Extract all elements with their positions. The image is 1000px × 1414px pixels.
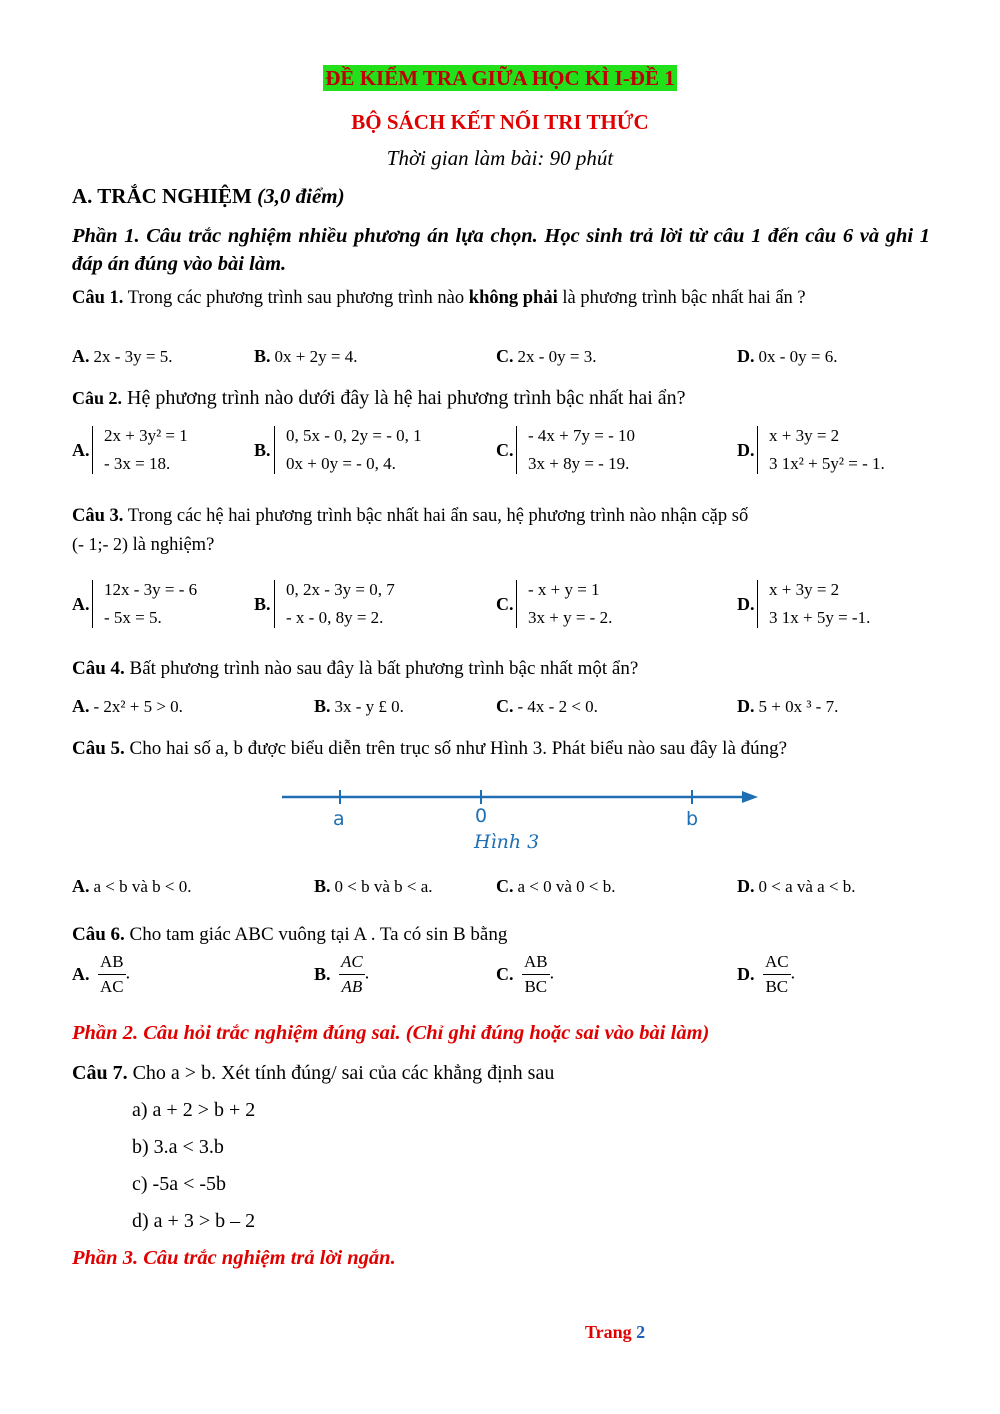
option-label: D.	[737, 440, 755, 460]
equation-2: 0x + 0y = - 0, 4.	[286, 454, 396, 473]
question-3-label: Câu 3.	[72, 506, 124, 526]
question-7-label: Câu 7.	[72, 1062, 128, 1084]
question-2	[72, 385, 930, 411]
question-1-emphasis: không phải	[468, 288, 558, 308]
option-label: B.	[254, 346, 271, 366]
question-7-text: Cho a > b. Xét tính đúng/ sai của các khẳng định sau	[132, 1062, 555, 1084]
option-text: 0 < b và b < a.	[334, 877, 433, 896]
equation-1: x + 3y = 2	[769, 580, 840, 599]
question-6	[72, 922, 930, 948]
denominator: BC	[524, 977, 548, 996]
page-footer	[585, 1322, 645, 1343]
option-label: B.	[254, 594, 271, 614]
numerator: AB	[522, 950, 550, 975]
equation-2: - 3x = 18.	[104, 454, 171, 473]
option-label: A.	[72, 594, 90, 614]
question-5-options	[72, 876, 930, 904]
option-label: C.	[496, 346, 514, 366]
fraction	[522, 950, 550, 999]
brace	[274, 580, 281, 628]
option-label: D.	[737, 964, 755, 984]
section-a-title: A. TRẮC NGHIỆM	[72, 184, 252, 208]
option-text: 0x + 2y = 4.	[274, 347, 358, 366]
option-text: 2x - 3y = 5.	[93, 347, 173, 366]
exam-title-text: ĐỀ KIỂM TRA GIỮA HỌC KÌ I-ĐỀ 1	[325, 66, 675, 90]
option-label: D.	[737, 346, 755, 366]
option-label: B.	[314, 696, 331, 716]
q6-option-d[interactable]: D. $\frac{AC}{BC}$ .	[737, 950, 795, 999]
question-1	[72, 285, 930, 311]
denominator: AC	[100, 977, 124, 996]
question-1-label: Câu 1.	[72, 288, 124, 308]
option-text: 2x - 0y = 3.	[517, 347, 597, 366]
equation-1: x + 3y = 2	[769, 426, 840, 445]
statement-b: b) 3.a < 3.b	[132, 1136, 224, 1158]
question-5-text: Cho hai số a, b được biểu diễn trên trục số như Hình 3. Phát biểu nào sau đây là đúng?	[129, 738, 788, 759]
brace	[92, 426, 99, 474]
brace	[516, 426, 523, 474]
brace	[274, 426, 281, 474]
page-number: 2	[636, 1322, 646, 1342]
q1-option-d[interactable]	[737, 346, 838, 367]
q4-option-b[interactable]	[314, 696, 404, 717]
brace	[92, 580, 99, 628]
figure-caption: Hình 3	[474, 831, 540, 853]
q1-option-c[interactable]	[496, 346, 597, 367]
q5-option-c[interactable]	[496, 876, 616, 897]
fraction	[763, 950, 791, 999]
q5-option-a[interactable]	[72, 876, 192, 897]
question-3-pair: (- 1;- 2)	[72, 534, 128, 554]
question-3	[72, 502, 930, 559]
q6-option-a[interactable]: A. $\frac{AB}{AC}$ .	[72, 950, 130, 999]
option-text: a < b và b < 0.	[93, 877, 192, 896]
option-label: B.	[314, 964, 331, 984]
statement-a: a) a + 2 > b + 2	[132, 1099, 256, 1121]
question-6-text: Cho tam giác ABC vuông tại A . Ta có sin B bằng	[129, 924, 508, 945]
option-label: B.	[254, 440, 271, 460]
option-label: A.	[72, 440, 90, 460]
option-label: D.	[737, 594, 755, 614]
equation-2: 3 1x² + 5y² = - 1.	[769, 454, 885, 473]
q6-option-b[interactable]: B. $\frac{AC}{AB}$ .	[314, 950, 369, 999]
equation-1: 0, 5x - 0, 2y = - 0, 1	[286, 426, 422, 445]
question-3-text: Trong các hệ hai phương trình bậc nhất hai ẩn sau, hệ phương trình nào nhận cặp số	[127, 506, 749, 526]
footer-label: Trang	[585, 1322, 632, 1342]
option-label: A.	[72, 964, 90, 984]
option-label: A.	[72, 876, 90, 896]
equation-1: 2x + 3y² = 1	[104, 426, 188, 445]
number-line-figure	[276, 776, 766, 861]
question-4-options	[72, 696, 930, 724]
question-3-text-end: là nghiệm?	[132, 535, 215, 555]
section-a-points: (3,0 điểm)	[257, 184, 345, 208]
denominator: AB	[341, 977, 363, 996]
option-text: - 2x² + 5 > 0.	[93, 697, 183, 716]
numerator: AC	[339, 950, 365, 975]
option-text: 0 < a và a < b.	[758, 877, 856, 896]
q1-option-a[interactable]	[72, 346, 173, 367]
time-limit: Thời gian làm bài: 90 phút	[386, 146, 614, 170]
q4-option-a[interactable]	[72, 696, 183, 717]
equation-1: 0, 2x - 3y = 0, 7	[286, 580, 395, 599]
equation-2: 3 1x + 5y = -1.	[769, 608, 871, 627]
option-text: a < 0 và 0 < b.	[517, 877, 616, 896]
section-a-heading	[72, 184, 345, 209]
book-series: BỘ SÁCH KẾT NỐI TRI THỨC	[351, 110, 649, 134]
question-1-text-end: là phương trình bậc nhất hai ẩn ?	[562, 288, 806, 308]
statement-c: c) -5a < -5b	[132, 1173, 227, 1195]
numerator: AB	[98, 950, 126, 975]
question-4	[72, 656, 930, 682]
question-2-options	[72, 426, 930, 482]
brace	[757, 580, 764, 628]
option-text: 3x - y £ 0.	[334, 697, 404, 716]
question-4-label: Câu 4.	[72, 658, 125, 679]
equation-2: - 5x = 5.	[104, 608, 162, 627]
option-label: C.	[496, 696, 514, 716]
option-label: B.	[314, 876, 331, 896]
q4-option-c[interactable]	[496, 696, 598, 717]
option-text: 5 + 0x ³ - 7.	[758, 697, 839, 716]
fraction	[339, 950, 365, 999]
label-a: a	[333, 808, 345, 830]
option-text: 0x - 0y = 6.	[758, 347, 838, 366]
part2-heading: Phần 2. Câu hỏi trắc nghiệm đúng sai. (Chỉ ghi đúng hoặc sai vào bài làm)	[72, 1022, 710, 1044]
question-6-label: Câu 6.	[72, 924, 125, 945]
label-b: b	[686, 808, 699, 830]
denominator: BC	[765, 977, 789, 996]
q5-option-b[interactable]	[314, 876, 433, 897]
question-3-options	[72, 580, 930, 636]
equation-1: - 4x + 7y = - 10	[528, 426, 635, 445]
option-label: D.	[737, 876, 755, 896]
option-label: A.	[72, 346, 90, 366]
part3-heading: Phần 3. Câu trắc nghiệm trả lời ngắn.	[72, 1247, 396, 1269]
question-5	[72, 736, 930, 762]
equation-1: - x + y = 1	[528, 580, 600, 599]
question-2-label: Câu 2.	[72, 388, 123, 408]
question-4-text: Bất phương trình nào sau đây là bất phương trình bậc nhất một ẩn?	[129, 658, 639, 679]
number-line-svg	[276, 776, 766, 856]
arrow-head	[742, 791, 758, 803]
q6-option-c[interactable]: C. $\frac{AB}{BC}$ .	[496, 950, 554, 999]
q4-option-d[interactable]	[737, 696, 838, 717]
q1-option-b[interactable]	[254, 346, 357, 367]
statement-d: d) a + 3 > b – 2	[132, 1210, 256, 1232]
option-label: A.	[72, 696, 90, 716]
q5-option-d[interactable]	[737, 876, 856, 897]
label-0: 0	[475, 805, 488, 827]
equation-2: 3x + y = - 2.	[528, 608, 613, 627]
option-label: C.	[496, 594, 514, 614]
question-2-text: Hệ phương trình nào dưới đây là hệ hai phương trình bậc nhất hai ẩn?	[127, 387, 686, 409]
option-label: C.	[496, 876, 514, 896]
question-1-text: Trong các phương trình sau phương trình nào	[127, 288, 465, 308]
option-label: D.	[737, 696, 755, 716]
part1-heading: Phần 1. Câu trắc nghiệm nhiều phương án lựa chọn. Học sinh trả lời từ câu 1 đến câu 6 và ghi 1 đáp án đúng vào bài làm.	[72, 225, 930, 275]
equation-1: 12x - 3y = - 6	[104, 580, 198, 599]
exam-title	[0, 66, 1000, 91]
question-6-options	[72, 950, 930, 1002]
option-label: C.	[496, 964, 514, 984]
option-label: C.	[496, 440, 514, 460]
brace	[516, 580, 523, 628]
question-1-options	[72, 346, 930, 374]
equation-2: 3x + 8y = - 19.	[528, 454, 630, 473]
question-5-label: Câu 5.	[72, 738, 125, 759]
equation-2: - x - 0, 8y = 2.	[286, 608, 384, 627]
fraction	[98, 950, 126, 999]
brace	[757, 426, 764, 474]
option-text: - 4x - 2 < 0.	[517, 697, 598, 716]
question-7	[72, 1062, 554, 1085]
numerator: AC	[763, 950, 791, 975]
